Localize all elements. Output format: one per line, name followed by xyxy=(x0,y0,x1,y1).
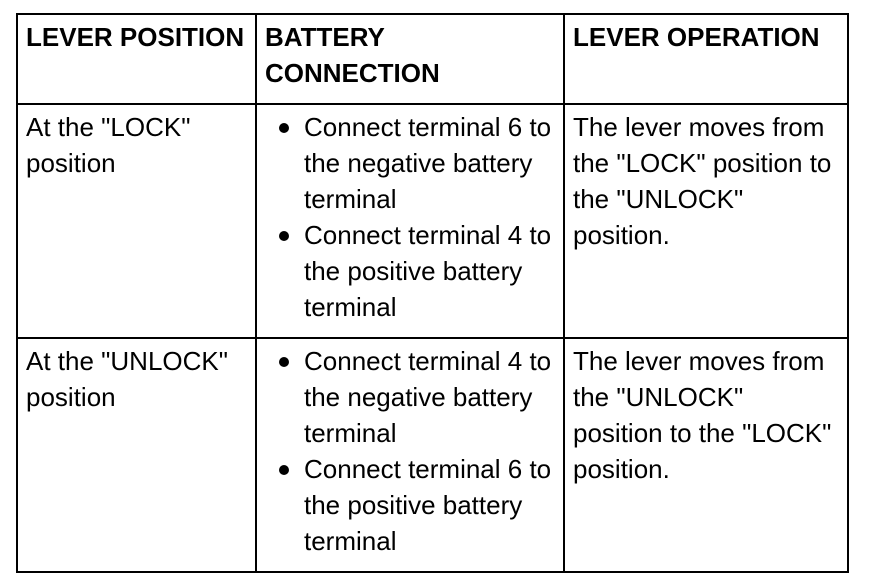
connection-list xyxy=(265,343,555,559)
lever-position-cell: At the "UNLOCK" position xyxy=(17,338,256,572)
table-row xyxy=(17,338,848,572)
connection-text: Connect terminal 4 to the positive battery terminal xyxy=(304,220,552,322)
bullet-icon xyxy=(279,465,289,475)
bullet-icon xyxy=(279,231,289,241)
bullet-icon xyxy=(279,357,289,367)
header-row xyxy=(17,14,848,104)
header-battery-connection: BATTERY CONNECTION xyxy=(256,14,564,104)
connection-text: Connect terminal 4 to the negative battery terminal xyxy=(304,346,552,448)
table-row xyxy=(17,104,848,338)
connection-text: Connect terminal 6 to the negative battery terminal xyxy=(304,112,552,214)
list-item xyxy=(265,343,555,451)
list-item xyxy=(265,109,555,217)
lever-operation-cell: The lever moves from the "LOCK" position to the "UNLOCK" position. xyxy=(564,104,848,338)
battery-connection-cell xyxy=(256,338,564,572)
lever-operation-cell: The lever moves from the "UNLOCK" position to the "LOCK" position. xyxy=(564,338,848,572)
list-item xyxy=(265,217,555,325)
list-item xyxy=(265,451,555,559)
connection-list xyxy=(265,109,555,325)
lever-operation-table xyxy=(16,13,849,573)
header-lever-operation: LEVER OPERATION xyxy=(564,14,848,104)
header-lever-position: LEVER POSITION xyxy=(17,14,256,104)
bullet-icon xyxy=(279,123,289,133)
lever-position-cell: At the "LOCK" position xyxy=(17,104,256,338)
connection-text: Connect terminal 6 to the positive battery terminal xyxy=(304,454,552,556)
battery-connection-cell xyxy=(256,104,564,338)
